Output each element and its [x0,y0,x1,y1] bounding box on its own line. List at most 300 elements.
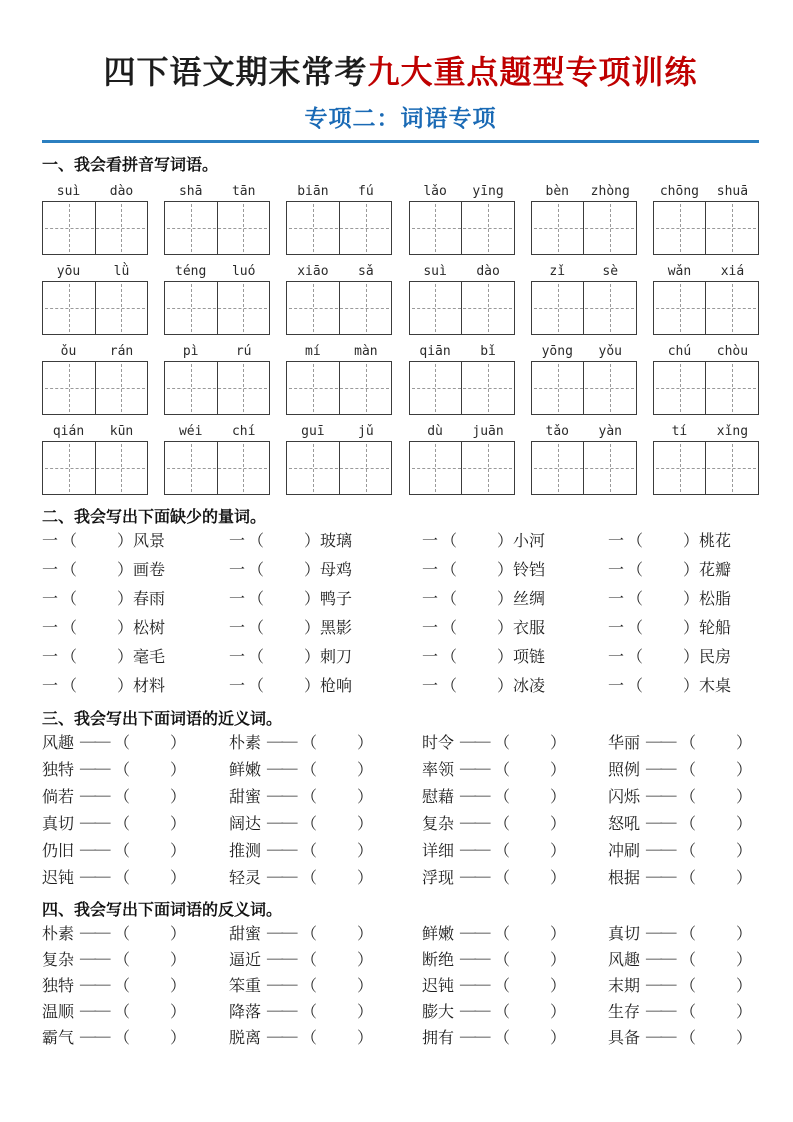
paren-close: ） [736,761,753,779]
one-label: 一 [608,561,625,579]
paren-close: ） [683,590,700,608]
dash: —— [80,732,110,750]
dash: —— [267,786,297,804]
paren-close: ） [170,1029,187,1047]
pinyin-word [42,180,148,255]
paren-close: ） [357,761,374,779]
answer-cell[interactable] [287,202,339,254]
answer-cell[interactable] [165,362,217,414]
antonym-word: 断绝 [422,951,455,969]
pinyin-word [531,180,637,255]
paren-open: （ [494,788,511,806]
answer-cell[interactable] [705,442,758,494]
section-antonym [42,897,759,1048]
answer-cell[interactable] [532,282,584,334]
dash: —— [80,786,110,804]
pinyin-syllable: juān [472,423,504,439]
answer-cell[interactable] [339,202,392,254]
one-label: 一 [608,677,625,695]
pinyin-syllable: yōng [541,343,573,359]
synonym-item [608,815,759,834]
quantifier-item [229,619,422,638]
answer-cell[interactable] [339,362,392,414]
answer-box [653,281,759,335]
quantifier-row [42,532,759,551]
quantifier-item [608,561,759,580]
dash: —— [80,949,110,967]
pinyin-label [653,260,759,281]
answer-cell[interactable] [583,362,636,414]
dash: —— [267,813,297,831]
quantifier-word: 桃花 [699,532,732,550]
one-label: 一 [608,648,625,666]
antonym-word: 鲜嫩 [422,925,455,943]
answer-cell[interactable] [532,202,584,254]
quantifier-word: 春雨 [133,590,166,608]
pinyin-syllable: yīng [472,183,504,199]
paren-open: （ [494,842,511,860]
section-pinyin-heading: 一、我会看拼音写词语。 [42,156,219,174]
paren-open: （ [301,951,318,969]
antonym-item [608,1003,759,1022]
one-label: 一 [229,648,246,666]
answer-cell[interactable] [339,282,392,334]
paren-close: ） [550,869,567,887]
answer-cell[interactable] [95,202,148,254]
quantifier-item [608,648,759,667]
synonym-word: 朴素 [229,734,262,752]
synonym-word: 华丽 [608,734,641,752]
paren-open: （ [680,951,697,969]
synonym-word: 阔达 [229,815,262,833]
pinyin-syllable: kūn [109,423,134,439]
paren-open: （ [301,815,318,833]
page-title [42,54,759,91]
paren-open: （ [680,925,697,943]
pinyin-syllable: tí [671,423,688,439]
quantifier-word: 木桌 [699,677,732,695]
synonym-item [42,815,229,834]
answer-cell[interactable] [461,282,514,334]
answer-cell[interactable] [705,282,758,334]
synonym-word: 详细 [422,842,455,860]
paren-open: （ [61,619,78,637]
pinyin-syllable: xiāo [297,263,329,279]
antonym-word: 脱离 [229,1029,262,1047]
paren-open: （ [494,977,511,995]
dash: —— [646,867,676,885]
pinyin-syllable: ǒu [60,343,77,359]
paren-open: （ [441,677,458,695]
synonym-word: 复杂 [422,815,455,833]
answer-cell[interactable] [95,282,148,334]
pinyin-syllable: sǎ [358,263,374,279]
antonym-word: 独特 [42,977,75,995]
pinyin-syllable: guī [301,423,325,439]
answer-cell[interactable] [461,442,514,494]
quantifier-item [42,677,229,696]
paren-close: ） [117,619,134,637]
dash: —— [460,759,490,777]
answer-cell[interactable] [287,282,339,334]
antonym-item [422,977,608,996]
answer-cell[interactable] [410,442,462,494]
one-label: 一 [42,619,59,637]
pinyin-label [286,420,392,441]
antonym-word: 末期 [608,977,641,995]
pinyin-word [164,180,270,255]
synonym-item [608,734,759,753]
pinyin-word [409,180,515,255]
antonym-word: 甜蜜 [229,925,262,943]
paren-open: （ [441,648,458,666]
antonym-item [422,1029,608,1048]
answer-cell[interactable] [705,202,758,254]
synonym-word: 照例 [608,761,641,779]
synonym-item [42,842,229,861]
quantifier-row [42,590,759,609]
dash: —— [267,923,297,941]
answer-cell[interactable] [410,202,462,254]
paren-close: ） [117,677,134,695]
pinyin-syllable: rú [235,343,252,359]
synonym-item [422,842,608,861]
quantifier-word: 项链 [513,648,546,666]
quantifier-item [229,590,422,609]
section-quantifier-heading: 二、我会写出下面缺少的量词。 [42,508,267,526]
antonym-word: 逼近 [229,951,262,969]
answer-box [42,361,148,415]
section-quantifier [42,504,759,696]
dash: —— [646,1001,676,1019]
answer-cell[interactable] [705,362,758,414]
quantifier-item [422,648,608,667]
answer-cell[interactable] [287,362,339,414]
one-label: 一 [229,590,246,608]
antonym-item [42,1029,229,1048]
pinyin-syllable: suì [423,263,447,279]
antonym-item [608,977,759,996]
paren-open: （ [627,561,644,579]
pinyin-syllable: luó [231,263,256,279]
answer-box [164,281,270,335]
answer-cell[interactable] [461,362,514,414]
dash: —— [267,759,297,777]
synonym-item [229,734,422,753]
answer-cell[interactable] [43,202,95,254]
pinyin-row [42,420,759,495]
paren-open: （ [494,1029,511,1047]
answer-cell[interactable] [95,442,148,494]
pinyin-word [164,420,270,495]
dash: —— [267,732,297,750]
paren-open: （ [441,619,458,637]
answer-cell[interactable] [287,442,339,494]
answer-cell[interactable] [654,202,706,254]
pinyin-label [164,340,270,361]
paren-close: ） [736,869,753,887]
paren-open: （ [301,734,318,752]
dash: —— [646,975,676,993]
pinyin-syllable: chí [231,423,256,439]
dash: —— [267,1027,297,1045]
synonym-item [422,788,608,807]
paren-open: （ [248,648,265,666]
answer-cell[interactable] [43,282,95,334]
quantifier-item [42,619,229,638]
pinyin-word [286,180,392,255]
quantifier-word: 枪响 [320,677,353,695]
dash: —— [460,923,490,941]
paren-close: ） [357,869,374,887]
paren-open: （ [301,1029,318,1047]
title-part-red: 九大重点题型专项训练 [367,54,698,90]
pinyin-word [653,180,759,255]
paren-close: ） [117,590,134,608]
antonym-item [229,951,422,970]
pinyin-syllable: tān [231,183,256,199]
paren-close: ） [357,1029,374,1047]
answer-cell[interactable] [217,362,270,414]
synonym-word: 仍旧 [42,842,75,860]
pinyin-word [531,340,637,415]
paren-open: （ [627,532,644,550]
section-synonym-heading: 三、我会写出下面词语的近义词。 [42,710,283,728]
paren-close: ） [497,590,514,608]
answer-cell[interactable] [654,282,706,334]
paren-close: ） [550,1029,567,1047]
synonym-word: 怒吼 [608,815,641,833]
paren-close: ） [170,815,187,833]
pinyin-label [286,340,392,361]
answer-box [286,281,392,335]
paren-close: ） [497,561,514,579]
antonym-item [608,951,759,970]
pinyin-syllable: lǜ [113,263,130,279]
one-label: 一 [422,532,439,550]
paren-close: ） [683,619,700,637]
pinyin-syllable: bǐ [480,343,496,359]
pinyin-syllable: rán [109,343,134,359]
answer-cell[interactable] [43,362,95,414]
pinyin-syllable: jǔ [358,423,374,439]
antonym-word: 真切 [608,925,641,943]
paren-close: ） [683,561,700,579]
answer-cell[interactable] [217,282,270,334]
one-label: 一 [42,648,59,666]
paren-close: ） [736,951,753,969]
answer-box [42,441,148,495]
paren-close: ） [117,561,134,579]
paren-open: （ [494,925,511,943]
title-part-black: 四下语文期末常考 [103,54,368,90]
synonym-item [229,815,422,834]
paren-open: （ [301,977,318,995]
answer-box [164,201,270,255]
synonym-word: 风趣 [42,734,75,752]
answer-cell[interactable] [583,442,636,494]
quantifier-row [42,619,759,638]
paren-open: （ [248,590,265,608]
antonym-word: 迟钝 [422,977,455,995]
pinyin-syllable: chòu [716,343,749,359]
paren-open: （ [301,761,318,779]
answer-cell[interactable] [165,202,217,254]
pinyin-syllable: zhòng [590,183,630,199]
section-antonym-heading: 四、我会写出下面词语的反义词。 [42,901,283,919]
quantifier-row [42,648,759,667]
dash: —— [460,949,490,967]
quantifier-item [422,590,608,609]
antonym-row [42,1029,759,1048]
paren-open: （ [114,761,131,779]
paren-close: ） [736,925,753,943]
answer-box [286,361,392,415]
paren-open: （ [301,1003,318,1021]
paren-close: ） [736,977,753,995]
quantifier-word: 母鸡 [320,561,353,579]
pinyin-word [164,260,270,335]
quantifier-item [229,648,422,667]
one-label: 一 [229,677,246,695]
dash: —— [460,867,490,885]
answer-cell[interactable] [217,442,270,494]
synonym-item [422,815,608,834]
answer-box [409,361,515,415]
pinyin-syllable: fú [358,183,374,199]
antonym-item [229,1003,422,1022]
dash: —— [267,1001,297,1019]
answer-cell[interactable] [410,282,462,334]
quantifier-word: 玻璃 [320,532,353,550]
paren-close: ） [357,951,374,969]
answer-cell[interactable] [165,282,217,334]
paren-open: （ [494,869,511,887]
one-label: 一 [422,677,439,695]
quantifier-word: 松树 [133,619,166,637]
antonym-row [42,925,759,944]
synonym-word: 慰藉 [422,788,455,806]
antonym-item [42,977,229,996]
answer-cell[interactable] [532,362,584,414]
answer-box [409,281,515,335]
paren-close: ） [736,1003,753,1021]
answer-cell[interactable] [410,362,462,414]
pinyin-syllable: sè [602,263,619,279]
synonym-word: 甜蜜 [229,788,262,806]
answer-cell[interactable] [654,442,706,494]
quantifier-row [42,561,759,580]
answer-box [286,201,392,255]
paren-open: （ [494,951,511,969]
quantifier-word: 小河 [513,532,546,550]
paren-open: （ [627,590,644,608]
antonym-word: 拥有 [422,1029,455,1047]
synonym-row [42,869,759,888]
quantifier-item [229,561,422,580]
pinyin-label [531,260,637,281]
answer-box [531,441,637,495]
paren-open: （ [61,532,78,550]
synonym-item [608,761,759,780]
pinyin-label [409,420,515,441]
paren-close: ） [170,951,187,969]
answer-cell[interactable] [217,202,270,254]
antonym-item [42,925,229,944]
one-label: 一 [42,532,59,550]
pinyin-label [653,340,759,361]
paren-close: ） [357,842,374,860]
paren-close: ） [357,734,374,752]
answer-cell[interactable] [165,442,217,494]
paren-open: （ [248,677,265,695]
synonym-word: 轻灵 [229,869,262,887]
dash: —— [267,840,297,858]
synonym-word: 倘若 [42,788,75,806]
quantifier-item [422,677,608,696]
dash: —— [646,1027,676,1045]
answer-cell[interactable] [461,202,514,254]
paren-open: （ [248,532,265,550]
answer-cell[interactable] [583,202,636,254]
dash: —— [460,975,490,993]
paren-close: ） [170,977,187,995]
synonym-item [229,788,422,807]
antonym-word: 具备 [608,1029,641,1047]
pinyin-syllable: chú [667,343,692,359]
answer-cell[interactable] [654,362,706,414]
pinyin-syllable: zǐ [549,263,566,279]
answer-cell[interactable] [95,362,148,414]
pinyin-syllable: bèn [545,183,569,199]
synonym-row [42,815,759,834]
paren-close: ） [683,532,700,550]
antonym-item [229,977,422,996]
pinyin-label [42,260,148,281]
answer-cell[interactable] [532,442,584,494]
answer-cell[interactable] [339,442,392,494]
paren-close: ） [736,815,753,833]
answer-cell[interactable] [43,442,95,494]
antonym-word: 风趣 [608,951,641,969]
pinyin-word [164,340,270,415]
dash: —— [646,949,676,967]
paren-close: ） [550,925,567,943]
paren-close: ） [304,590,321,608]
paren-close: ） [497,532,514,550]
answer-box [164,441,270,495]
pinyin-syllable: yōu [56,263,81,279]
pinyin-word [409,340,515,415]
pinyin-label [286,260,392,281]
dash: —— [646,840,676,858]
paren-open: （ [61,590,78,608]
quantifier-word: 风景 [133,532,166,550]
paren-open: （ [680,869,697,887]
synonym-word: 推测 [229,842,262,860]
pinyin-label [286,180,392,201]
pinyin-word [653,420,759,495]
paren-close: ） [357,788,374,806]
paren-open: （ [494,815,511,833]
answer-cell[interactable] [583,282,636,334]
antonym-item [422,1003,608,1022]
pinyin-word [286,340,392,415]
paren-close: ） [683,677,700,695]
paren-close: ） [170,734,187,752]
antonym-word: 朴素 [42,925,75,943]
antonym-item [608,925,759,944]
